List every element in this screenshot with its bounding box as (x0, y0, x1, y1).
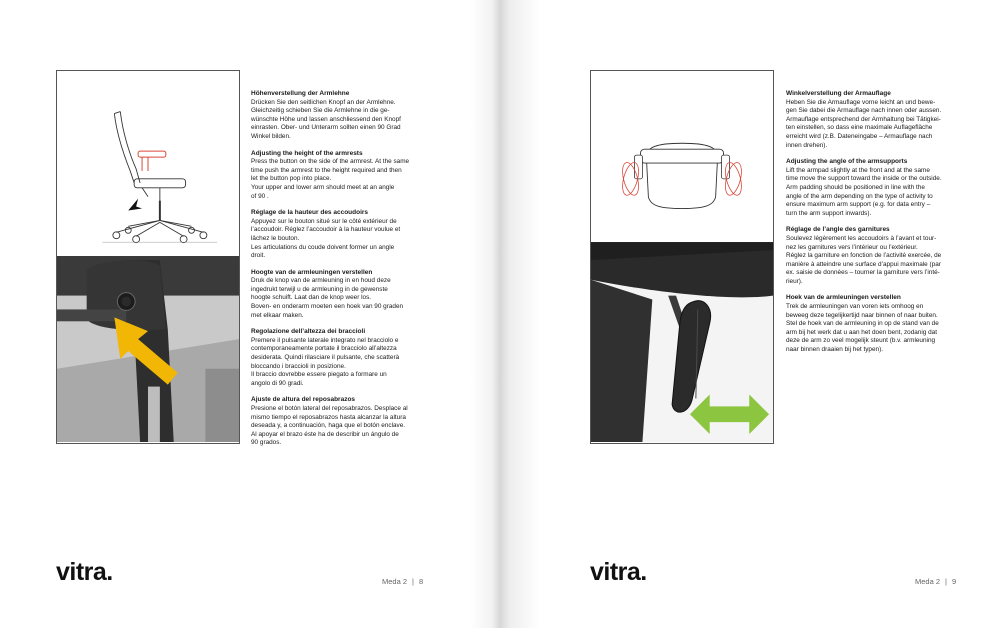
left-section-de (251, 90, 421, 142)
left-section-it (251, 328, 421, 388)
chair-top-sketch-icon (635, 143, 730, 208)
page-footer (382, 577, 423, 586)
section-body: Trek de armleuningen van voren iets omhoog en beweeg deze tegelijkertijd naar binnen of naar buiten. Stel de hoek van de armleuning in op de stand van de arm bij het werk dat u aan het doen bent, zodanig dat deze de arm zo veel mogelijk steunt (b.v. armleuning naar binnen draaien bij het typen). (786, 303, 939, 354)
section-body: Heben Sie die Armauflage vorne leicht an und bewe- gen Sie dabei die Armauflage nach innen oder aussen. Armauflage entsprechend der Armhaltung bei Tätigkei- ten einstellen, so dass eine maximale Auflagefläche erreicht wird (z.B. Dateneingabe – Armauflage nach innen drehen). (786, 98, 942, 149)
left-section-es (251, 396, 421, 448)
section-heading: Hoogte van de armleuningen verstellen (251, 268, 373, 276)
right-section-de (786, 90, 956, 150)
page-number: 8 (418, 577, 424, 586)
right-section-fr (786, 226, 956, 286)
right-page (500, 0, 1000, 628)
section-body: Druk de knop van de armleuning in en houd deze ingedrukt terwijl u de armleuning in de gewenste hoogte schuift. Laat dan de knop weer los. Boven- en onderarm moeten een hoek van 90 graden met elkaar maken. (251, 277, 404, 319)
footer-title: Meda 2 (915, 577, 941, 586)
chair-side-sketch-icon (103, 112, 218, 243)
right-section-en (786, 158, 956, 218)
section-heading: Adjusting the height of the armrests (251, 149, 363, 157)
right-figure-illustration (591, 71, 773, 443)
page-number: 9 (951, 577, 957, 586)
footer-separator: | (412, 577, 414, 586)
section-heading: Adjusting the angle of the armsupports (786, 158, 908, 166)
section-heading: Ajuste de altura del reposabrazos (251, 396, 356, 404)
vitra-logo: vitra. (590, 558, 647, 586)
left-section-nl (251, 269, 421, 321)
section-heading: Hoek van de armleuningen verstellen (786, 294, 901, 302)
left-figure-illustration (57, 71, 239, 443)
armrest-highlight-icon (138, 151, 166, 171)
left-figure (56, 70, 240, 444)
section-body: Appuyez sur le bouton situé sur le côté extérieur de l’accoudoir. Réglez l’accoudoir à la hauteur voulue et lâchez le bouton. Les articulations du coude doivent former un angle droit. (251, 217, 401, 260)
vitra-logo: vitra. (56, 558, 113, 586)
section-body: Premere il pulsante laterale integrato nel bracciolo e contemporaneamente portate il bracciolo all’altezza desiderata. Quindi rilasciare il pulsante, che scatterà bloccando i braccioli in posizione. Il braccio dovrebbe essere piegato a formare un angolo di 90 gradi. (251, 336, 400, 387)
footer-title: Meda 2 (382, 577, 408, 586)
section-body: Drücken Sie den seitlichen Knopf an der Armlehne. Gleichzeitig schieben Sie die Armlehne in die ge- wünschte Höhe und lassen anschliessend den Knopf einrasten. Ober- und Unterarm sollten einen 90 Grad Winkel bilden. (251, 98, 401, 140)
left-text-column (251, 90, 421, 456)
section-body: Lift the armpad slightly at the front and at the same time move the support toward the inside or the outside. Arm padding should be positioned in line with the angle of the arm depending on the type of activity to ensure maximum arm support (e.g. for data entry – turn the arm support inwards). (786, 166, 942, 217)
section-body: Press the button on the side of the armrest. At the same time push the armrest to the height required and then let the button pop into place. Your upper and lower arm should meet at an angle of 90 . (251, 158, 410, 200)
section-body: Presione el botón lateral del reposabrazos. Desplace al mismo tiempo el reposabrazos hasta alcanzar la altura deseada y, a continuación, haga que el botón enclave. Al apoyar el brazo éste ha de describir un ángulo de 90 grados. (251, 405, 408, 447)
right-text-column (786, 90, 956, 363)
small-pointer-arrow-icon (128, 199, 142, 211)
section-heading: Höhenverstellung der Armlehne (251, 90, 350, 97)
page-footer (915, 577, 956, 586)
right-section-nl (786, 294, 956, 354)
section-body: Soulevez légèrement les accoudoirs à l’avant et tour- nez les garnitures vers l’intérieur ou l’extérieur. Réglez la garniture en fonction de l’activité exercée, de manière à atteindre une surface d’appui maximale (par ex. saisie de données – tourner la garniture vers l’inté- rieur). (786, 234, 942, 285)
left-section-fr (251, 209, 421, 261)
left-section-en (251, 150, 421, 202)
section-heading: Réglage de l’angle des garnitures (786, 226, 890, 234)
section-heading: Réglage de la hauteur des accoudoirs (251, 209, 369, 217)
section-heading: Regolazione dell’altezza dei braccioli (251, 328, 366, 336)
footer-separator: | (945, 577, 947, 586)
section-heading: Winkelverstellung der Armauflage (786, 90, 891, 97)
right-figure (590, 70, 774, 444)
